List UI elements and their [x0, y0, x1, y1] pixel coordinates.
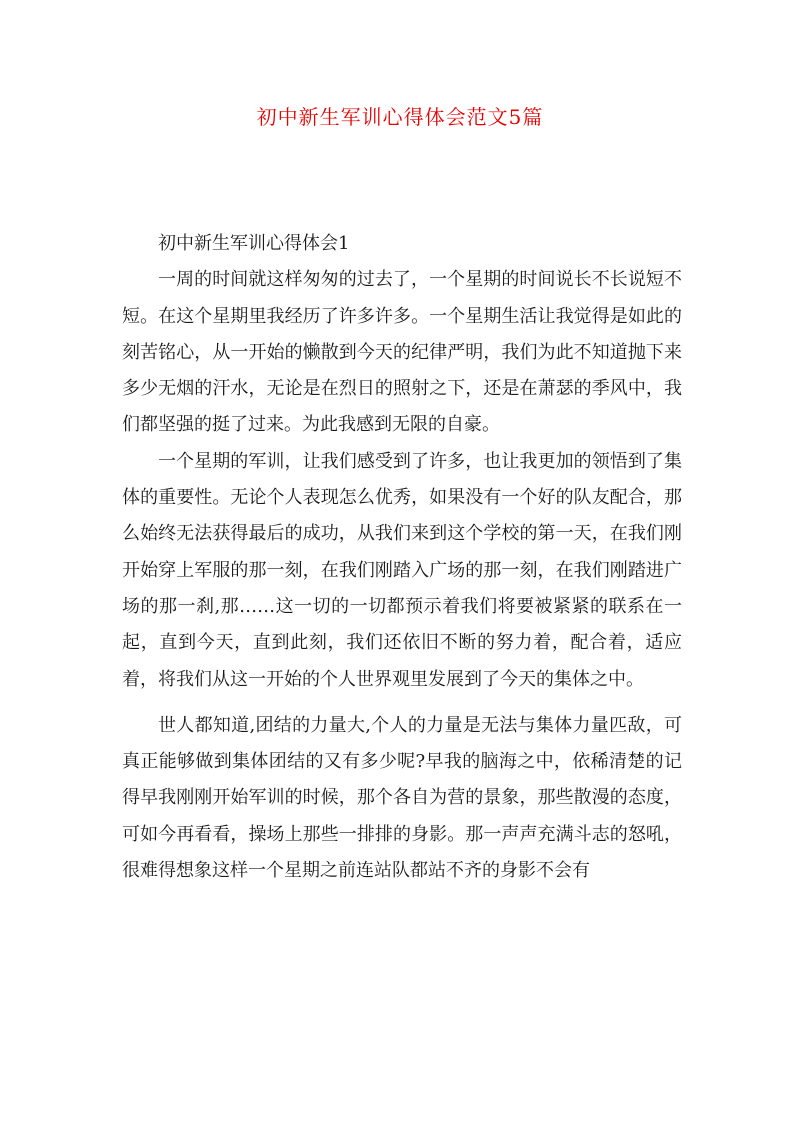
- paragraph-1: 一周的时间就这样匆匆的过去了，一个星期的时间说长不长说短不短。在这个星期里我经历了许多许多。一个星期生活让我觉得是如此的刻苦铭心，从一开始的懒散到今天的纪律严明，我们为此不知道抛下来多少无烟的汗水，无论是在烈日的照射之下，还是在萧瑟的季风中，我们都坚强的挺了过来。为此我感到无限的自豪。: [122, 269, 682, 436]
- document-title: 初中新生军训心得体会范文5篇: [256, 105, 544, 129]
- document-body: [122, 226, 682, 889]
- paragraph-3: 世人都知道,团结的力量大,个人的力量是无法与集体力量匹敌，可真正能够做到集体团结的又有多少呢?早我的脑海之中，依稀清楚的记得早我刚刚开始军训的时候，那个各自为营的景象，那些散漫的态度，可如今再看看，操场上那些一排排的身影。那一声声充满斗志的怒吼，很难得想象这样一个星期之前连站队都站不齐的身影不会有: [122, 714, 682, 882]
- paragraph-2: 一个星期的军训，让我们感受到了许多，也让我更加的领悟到了集体的重要性。无论个人表现怎么优秀，如果没有一个好的队友配合，那么始终无法获得最后的成功，从我们来到这个学校的第一天，在我们刚开始穿上军服的那一刻，在我们刚踏入广场的那一刻，在我们刚踏进广场的那一刹,那……这一切的一切都预示着我们将要被紧紧的联系在一起，直到今天，直到此刻，我们还依旧不断的努力着，配合着，适应着，将我们从这一开始的个人世界观里发展到了今天的集体之中。: [122, 450, 682, 690]
- section-heading: 初中新生军训心得体会1: [158, 233, 350, 254]
